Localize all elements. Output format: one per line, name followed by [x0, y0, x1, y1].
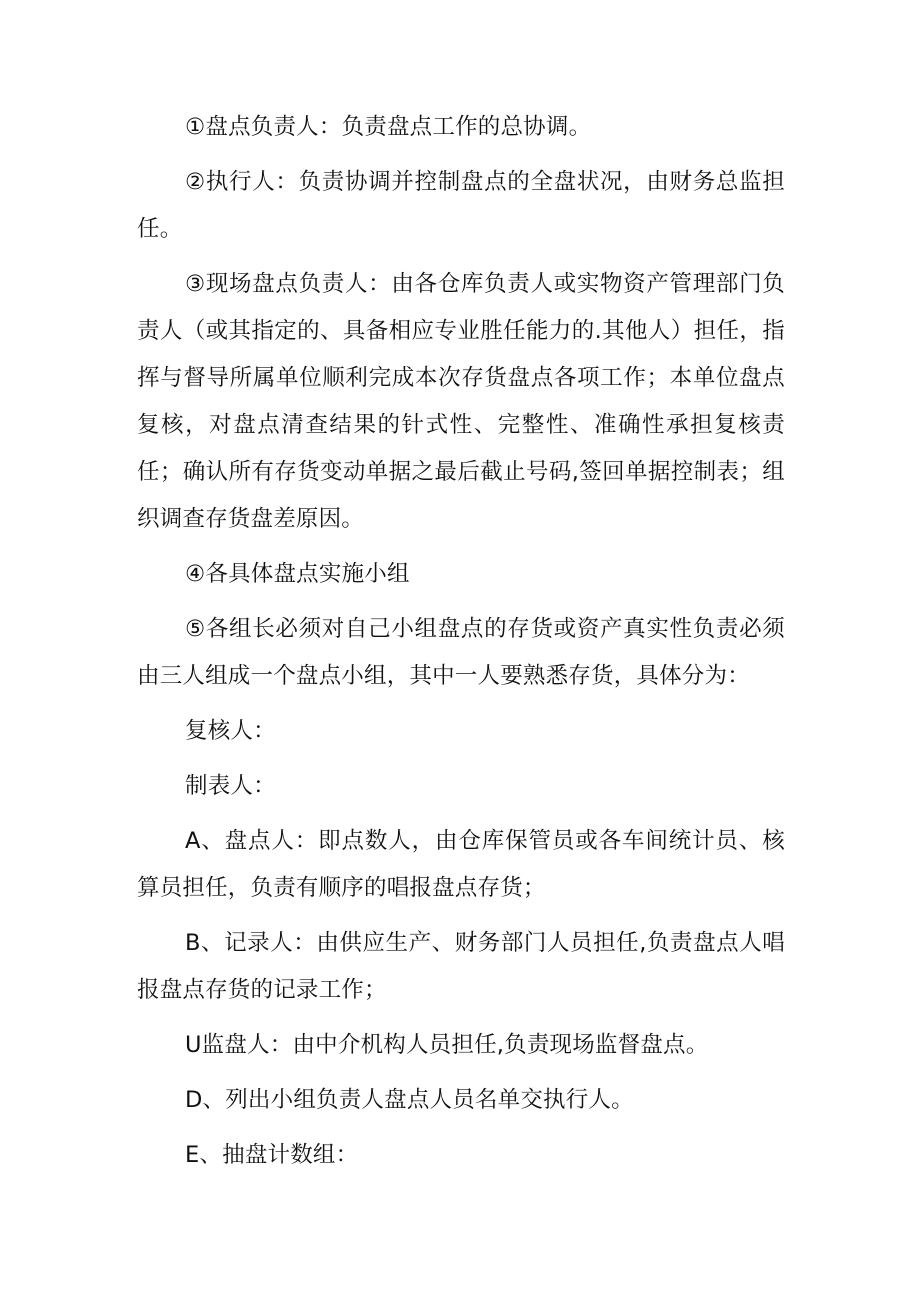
paragraph-recorder: B、记录人：由供应生产、财务部门人员担任,负责盘点人唱报盘点存货的记录工作；	[137, 930, 785, 1003]
paragraph-group-leaders: ⑤各组长必须对自己小组盘点的存货或资产真实性负责必须由三人组成一个盘点小组，其中一人要熟悉存货，具体分为：	[137, 616, 785, 689]
paragraph-onsite-lead: ③现场盘点负责人：由各仓库负责人或实物资产管理部门负责人（或其指定的、具备相应专业胜任能力的.其他人）担任，指挥与督导所属单位顺利完成本次存货盘点各项工作；本单位盘点复核，对盘点清查结果的针式性、完整性、准确性承担复核责任；确认所有存货变动单据之最后截止号码,签回单据控制表；组织调查存货盘差原因。	[137, 271, 785, 532]
paragraph-counter: A、盘点人：即点数人，由仓库保管员或各车间统计员、核算员担任，负责有顺序的唱报盘点存货；	[137, 828, 785, 901]
paragraph-sampling-group: E、抽盘计数组：	[185, 1142, 359, 1168]
paragraph-reviewer: 复核人：	[185, 718, 276, 744]
paragraph-overall-coordinator: ①盘点负责人：负责盘点工作的总协调。	[185, 114, 592, 140]
document-body	[137, 104, 785, 1187]
paragraph-staff-list: D、列出小组负责人盘点人员名单交执行人。	[185, 1087, 634, 1113]
paragraph-implementation-groups: ④各具体盘点实施小组	[185, 561, 410, 587]
paragraph-supervisor: U监盘人：由中介机构人员担任,负责现场监督盘点。	[185, 1032, 709, 1058]
paragraph-tabulator: 制表人：	[185, 773, 276, 799]
paragraph-executor: ②执行人：负责协调并控制盘点的全盘状况，由财务总监担任。	[137, 169, 785, 242]
